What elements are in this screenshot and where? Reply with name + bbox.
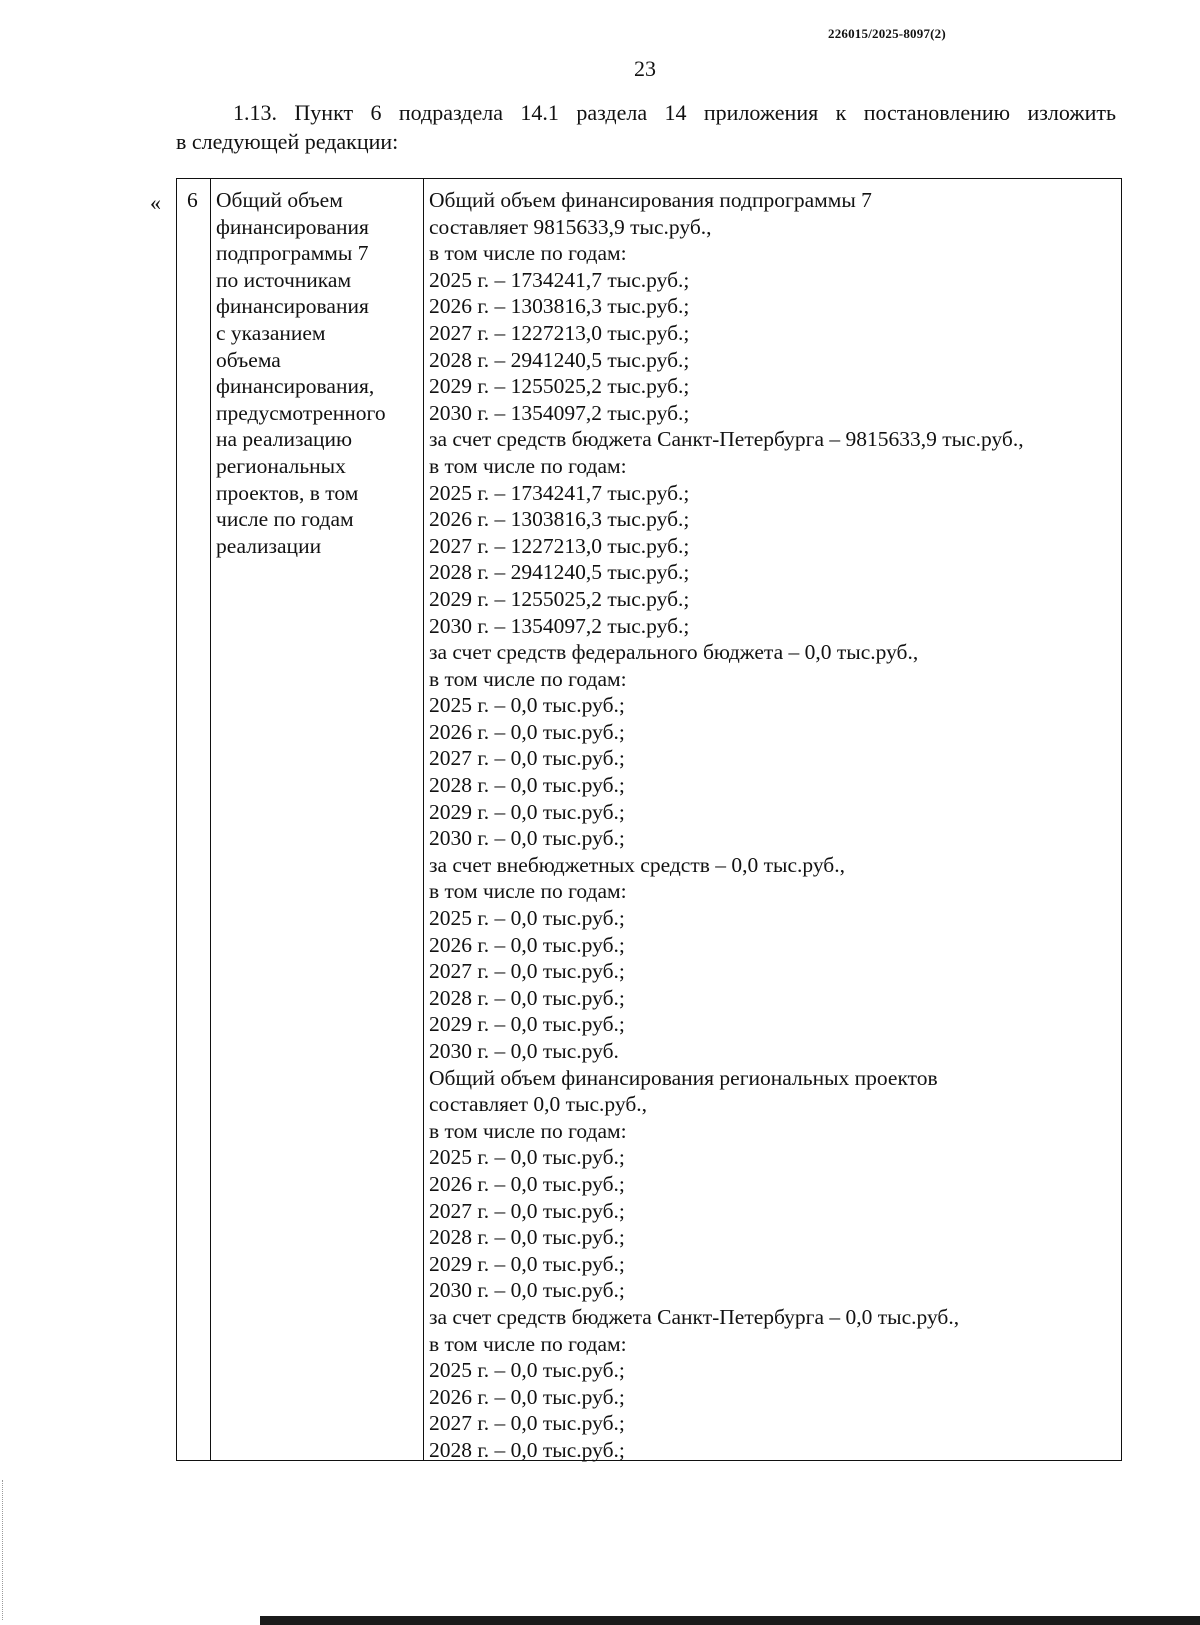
parameter-value-line: в том числе по годам: xyxy=(429,1331,627,1356)
parameter-value-line: 2029 г. – 0,0 тыс.руб.; xyxy=(429,799,625,824)
parameter-name-line: на реализацию xyxy=(216,427,353,452)
opening-quote-mark: « xyxy=(150,190,161,215)
page-number: 23 xyxy=(634,56,656,81)
parameter-value-line: 2029 г. – 0,0 тыс.руб.; xyxy=(429,1251,625,1276)
parameter-value-line: 2029 г. – 1255025,2 тыс.руб.; xyxy=(429,586,690,611)
parameter-value-line: в том числе по годам: xyxy=(429,879,627,904)
parameter-name-line: подпрограммы 7 xyxy=(216,241,369,266)
parameter-value-line: 2027 г. – 0,0 тыс.руб.; xyxy=(429,959,625,984)
intro-line-1: 1.13. Пункт 6 подраздела 14.1 раздела 14 приложения к постановлению изложить xyxy=(233,100,1116,125)
parameter-value-line: за счет средств федерального бюджета – 0,0 тыс.руб., xyxy=(429,640,919,665)
parameter-value-line: 2026 г. – 0,0 тыс.руб.; xyxy=(429,719,625,744)
parameter-value-line: 2026 г. – 1303816,3 тыс.руб.; xyxy=(429,507,690,532)
parameter-value-line: в том числе по годам: xyxy=(429,241,627,266)
parameter-name-line: проектов, в том xyxy=(216,480,359,505)
parameter-name-line: предусмотренного xyxy=(216,400,386,425)
parameter-value-line: 2030 г. – 1354097,2 тыс.руб.; xyxy=(429,400,690,425)
parameter-value-line: составляет 0,0 тыс.руб., xyxy=(429,1092,648,1117)
parameter-value-line: в том числе по годам: xyxy=(429,453,627,478)
parameter-name-line: финансирования, xyxy=(216,374,375,399)
parameter-value-line: 2027 г. – 1227213,0 тыс.руб.; xyxy=(429,533,690,558)
parameter-value-text xyxy=(429,187,1024,1464)
parameter-value-line: Общий объем финансирования подпрограммы 7 xyxy=(429,188,872,212)
parameter-value-line: за счет средств бюджета Санкт-Петербурга – 9815633,9 тыс.руб., xyxy=(429,427,1024,452)
parameter-value-line: 2028 г. – 0,0 тыс.руб.; xyxy=(429,773,625,798)
parameter-value-line: Общий объем финансирования региональных проектов xyxy=(429,1065,938,1090)
parameter-name-line: реализации xyxy=(216,533,322,558)
financing-table xyxy=(176,178,1122,1461)
parameter-value-line: 2025 г. – 1734241,7 тыс.руб.; xyxy=(429,267,690,292)
parameter-name-text xyxy=(216,187,386,559)
parameter-value-line: в том числе по годам: xyxy=(429,1118,627,1143)
parameter-value-line: 2028 г. – 0,0 тыс.руб.; xyxy=(429,985,625,1010)
parameter-value-line: 2029 г. – 1255025,2 тыс.руб.; xyxy=(429,374,690,399)
parameter-name-line: Общий объем xyxy=(216,188,343,212)
parameter-value-line: за счет внебюджетных средств – 0,0 тыс.руб., xyxy=(429,852,845,877)
parameter-value-line: 2030 г. – 1354097,2 тыс.руб.; xyxy=(429,613,690,638)
parameter-value-line: 2026 г. – 1303816,3 тыс.руб.; xyxy=(429,294,690,319)
parameter-value-line: 2030 г. – 0,0 тыс.руб. xyxy=(429,1039,619,1063)
parameter-value-line: 2025 г. – 0,0 тыс.руб.; xyxy=(429,1358,625,1383)
amendment-intro-paragraph xyxy=(176,98,1116,156)
parameter-value-line: 2025 г. – 0,0 тыс.руб.; xyxy=(429,693,625,718)
parameter-value-line: 2026 г. – 0,0 тыс.руб.; xyxy=(429,1384,625,1409)
parameter-value-line: 2028 г. – 2941240,5 тыс.руб.; xyxy=(429,347,690,372)
parameter-name-line: региональных xyxy=(216,453,346,478)
parameter-name-line: объема xyxy=(216,347,281,372)
parameter-name-cell xyxy=(211,179,424,1460)
parameter-value-line: 2026 г. – 0,0 тыс.руб.; xyxy=(429,1171,625,1196)
parameter-name-line: финансирования xyxy=(216,214,369,239)
parameter-value-line: в том числе по годам: xyxy=(429,666,627,691)
scan-edge-specks xyxy=(2,1480,5,1620)
row-number: 6 xyxy=(187,188,198,212)
intro-line-2: в следующей редакции: xyxy=(176,129,399,154)
parameter-name-line: с указанием xyxy=(216,320,326,345)
parameter-value-line: 2027 г. – 0,0 тыс.руб.; xyxy=(429,1198,625,1223)
parameter-value-line: 2027 г. – 0,0 тыс.руб.; xyxy=(429,746,625,771)
parameter-value-line: 2029 г. – 0,0 тыс.руб.; xyxy=(429,1012,625,1037)
parameter-name-line: по источникам xyxy=(216,267,352,292)
parameter-value-line: 2025 г. – 0,0 тыс.руб.; xyxy=(429,906,625,931)
parameter-value-line: 2027 г. – 1227213,0 тыс.руб.; xyxy=(429,320,690,345)
parameter-value-line: за счет средств бюджета Санкт-Петербурга – 0,0 тыс.руб., xyxy=(429,1304,960,1329)
parameter-value-line: 2030 г. – 0,0 тыс.руб.; xyxy=(429,1278,625,1303)
parameter-value-line: 2028 г. – 2941240,5 тыс.руб.; xyxy=(429,560,690,585)
parameter-value-cell xyxy=(424,179,1121,1460)
parameter-value-line: 2026 г. – 0,0 тыс.руб.; xyxy=(429,932,625,957)
row-number-cell xyxy=(177,179,211,1460)
parameter-value-line: 2025 г. – 0,0 тыс.руб.; xyxy=(429,1145,625,1170)
parameter-value-line: 2030 г. – 0,0 тыс.руб.; xyxy=(429,826,625,851)
parameter-name-line: финансирования xyxy=(216,294,369,319)
parameter-name-line: числе по годам xyxy=(216,507,354,532)
parameter-value-line: 2028 г. – 0,0 тыс.руб.; xyxy=(429,1437,625,1462)
parameter-value-line: 2028 г. – 0,0 тыс.руб.; xyxy=(429,1225,625,1250)
document-registration-number: 226015/2025-8097(2) xyxy=(828,26,946,41)
parameter-value-line: составляет 9815633,9 тыс.руб., xyxy=(429,214,712,239)
parameter-value-line: 2027 г. – 0,0 тыс.руб.; xyxy=(429,1411,625,1436)
scan-bottom-edge xyxy=(260,1616,1200,1625)
parameter-value-line: 2025 г. – 1734241,7 тыс.руб.; xyxy=(429,480,690,505)
